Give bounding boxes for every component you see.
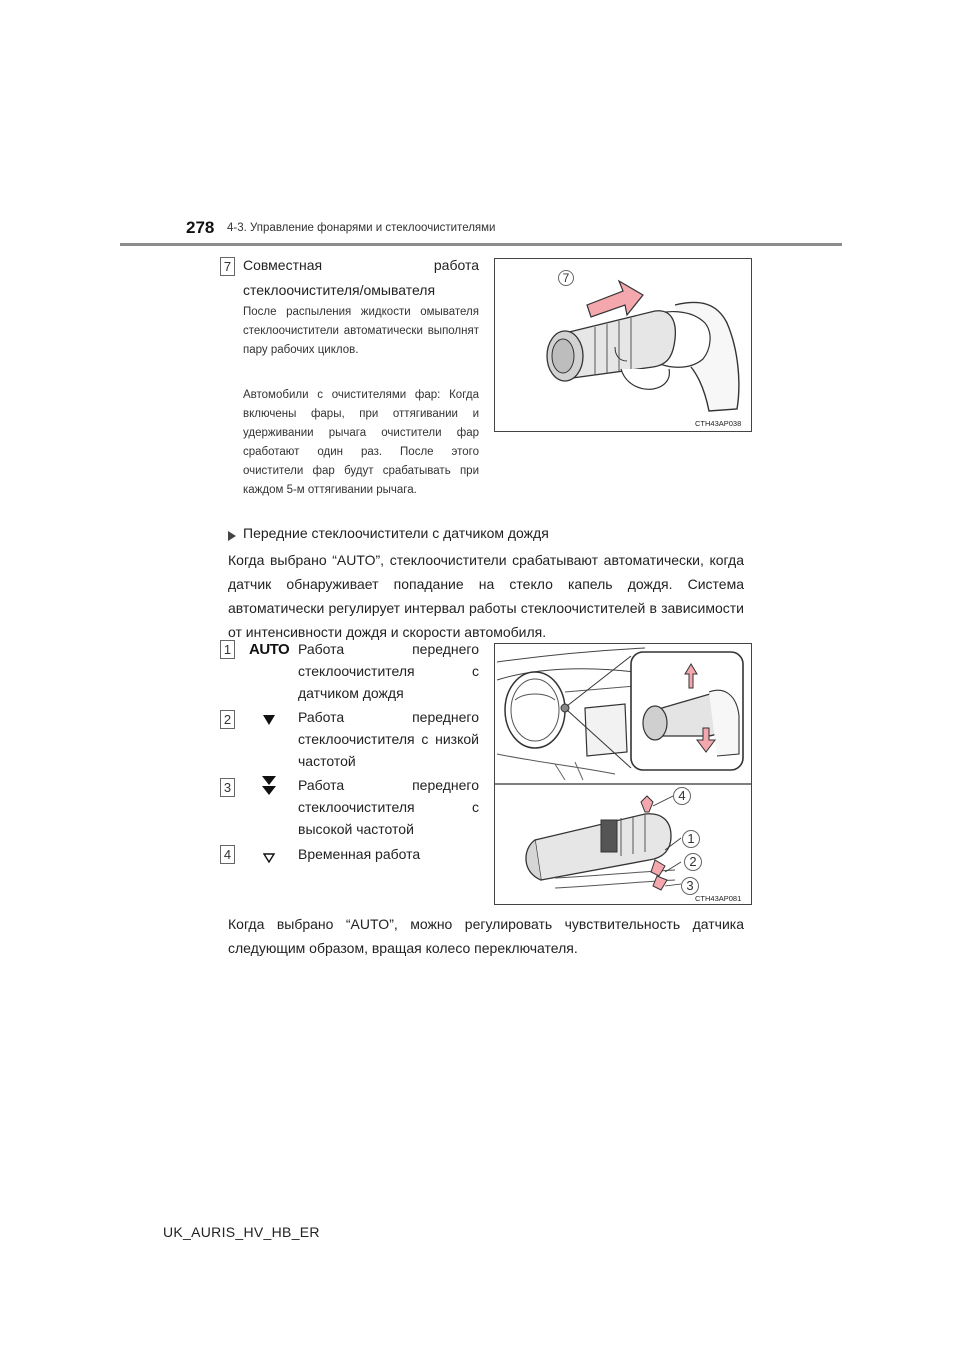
callout-4: 4 xyxy=(673,787,691,805)
item3-description: Работа переднего стеклоочистителя с высокой частотой xyxy=(298,777,479,837)
rain-section-body: Когда выбрано “AUTO”, стеклоочистители срабатывают автоматически, когда датчик обнаруживает попадание на стекло капель дождя. Система автоматически регулирует интервал работы стеклоочистителей в зависимости от интенсивности дождя и скорости автомобиля. xyxy=(228,552,744,640)
item7-title: Совместная работа стеклоочистителя/омывателя xyxy=(243,257,479,298)
item7-paragraph-2: Автомобили с очистителями фар: Когда включены фары, при оттягивании и удерживании рычага очистители фар сработают один раз. После этого очистители фар будут срабатывать при каждом 5-м оттягивании рычага. xyxy=(243,389,479,496)
callout-2: 2 xyxy=(684,853,702,871)
closing-paragraph: Когда выбрано “AUTO”, можно регулировать чувствительность датчика следующим образом, вращая колесо переключателя. xyxy=(228,916,744,956)
figure-callout-7: 7 xyxy=(558,270,574,286)
item1-description: Работа переднего стеклоочистителя с датчиком дождя xyxy=(298,641,479,701)
figure-code: CTH43AP038 xyxy=(695,419,742,428)
item-marker-1: 1 xyxy=(220,640,235,659)
item-marker-7: 7 xyxy=(220,257,235,276)
rain-section-heading: Передние стеклоочистители с датчиком дождя xyxy=(243,525,549,541)
item2-description: Работа переднего стеклоочистителя с низкой частотой xyxy=(298,709,479,769)
callout-3: 3 xyxy=(681,877,699,895)
hollow-triangle-icon xyxy=(263,850,275,868)
rain-sensor-figure xyxy=(494,643,752,905)
header-rule xyxy=(120,243,842,246)
page-number: 278 xyxy=(186,218,215,237)
item4-description: Временная работа xyxy=(298,846,421,862)
footer-code: UK_AURIS_HV_HB_ER xyxy=(163,1224,320,1240)
callout-1: 1 xyxy=(682,830,700,848)
item-marker-3: 3 xyxy=(220,778,235,797)
wiper-lever-figure xyxy=(494,258,752,432)
double-down-triangle-icon xyxy=(262,776,276,801)
item-marker-2: 2 xyxy=(220,710,235,729)
item-marker-4: 4 xyxy=(220,845,235,864)
rain-sensor-illustration xyxy=(495,644,751,904)
bullet-arrow-icon xyxy=(228,528,236,538)
figure-code-2: CTH43AP081 xyxy=(695,894,742,903)
section-title: 4-3. Управление фонарями и стеклоочистителями xyxy=(227,222,496,234)
wiper-lever-illustration xyxy=(495,259,751,431)
auto-symbol: AUTO xyxy=(249,641,290,658)
single-down-triangle-icon xyxy=(263,713,275,731)
item7-paragraph-1: После распыления жидкости омывателя стеклоочистители автоматически выполнят пару рабочих циклов. xyxy=(243,306,479,356)
